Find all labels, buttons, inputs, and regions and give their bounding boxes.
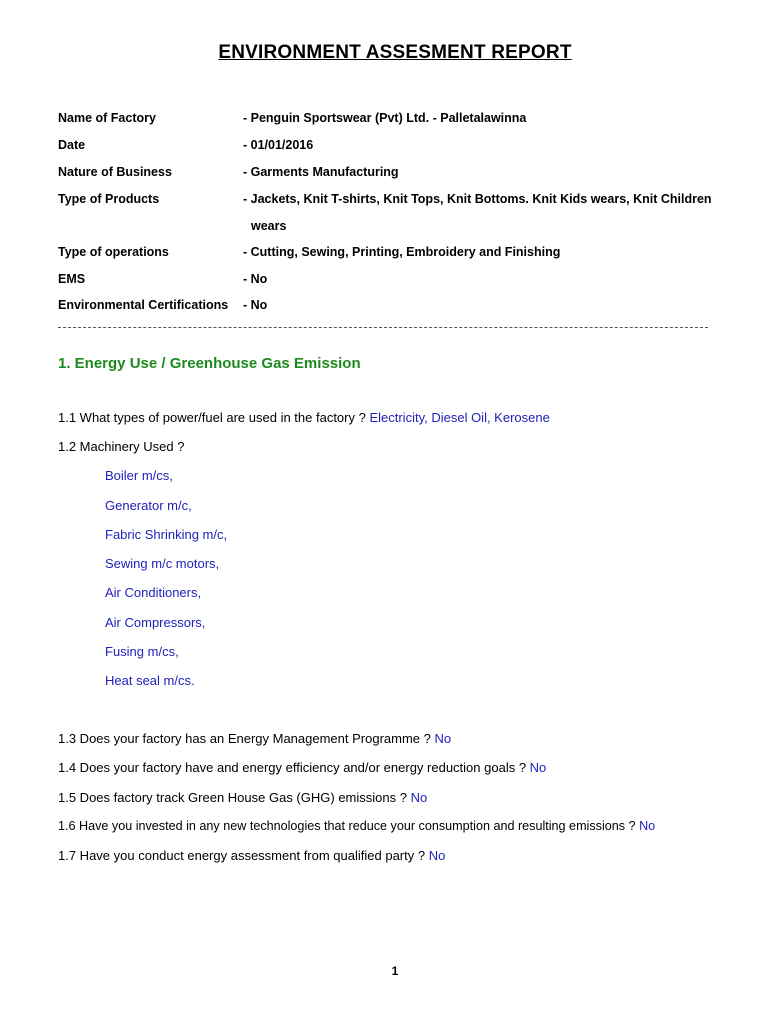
question-1-5-answer: No	[410, 790, 428, 805]
machinery-item-fabric-shrinking: Fabric Shrinking m/c,	[105, 527, 228, 542]
machinery-item-boiler: Boiler m/cs,	[105, 468, 173, 483]
report-title: ENVIRONMENT ASSESMENT REPORT	[218, 42, 572, 63]
question-1-4	[58, 760, 546, 775]
machinery-item-sewing-motors: Sewing m/c motors,	[105, 556, 220, 571]
machinery-item-air-compressors: Air Compressors,	[105, 615, 206, 630]
question-1-2-text: 1.2 Machinery Used ?	[58, 439, 185, 454]
section-1-heading: 1. Energy Use / Greenhouse Gas Emission	[58, 355, 361, 372]
question-1-5	[58, 790, 427, 805]
machinery-item-fusing: Fusing m/cs,	[105, 644, 179, 659]
question-1-6	[58, 819, 655, 833]
info-value-type-of-products: - Jackets, Knit T-shirts, Knit Tops, Knit Bottoms. Knit Kids wears, Knit Children	[243, 192, 712, 206]
info-value-environmental-certifications: - No	[243, 298, 268, 312]
question-1-6-text: 1.6 Have you invested in any new technologies that reduce your consumption and resulting emissions ?	[58, 819, 640, 833]
machinery-item-generator: Generator m/c,	[105, 498, 192, 513]
section-divider	[58, 327, 708, 328]
machinery-item-air-conditioners: Air Conditioners,	[105, 585, 202, 600]
info-value-date: - 01/01/2016	[243, 138, 314, 152]
info-label-factory-name: Name of Factory	[58, 111, 156, 125]
page-number: 1	[391, 964, 399, 978]
question-1-2	[58, 439, 184, 454]
question-1-3	[58, 731, 451, 746]
info-value-type-of-operations: - Cutting, Sewing, Printing, Embroidery and Finishing	[243, 245, 561, 259]
question-1-4-text: 1.4 Does your factory have and energy efficiency and/or energy reduction goals ?	[58, 760, 530, 775]
question-1-7-text: 1.7 Have you conduct energy assessment from qualified party ?	[58, 848, 429, 863]
question-1-3-answer: No	[434, 731, 452, 746]
info-label-ems: EMS	[58, 272, 86, 286]
info-label-type-of-products: Type of Products	[58, 192, 160, 206]
machinery-item-heat-seal: Heat seal m/cs.	[105, 673, 195, 688]
question-1-1	[58, 410, 550, 425]
question-1-7-answer: No	[428, 848, 446, 863]
info-label-type-of-operations: Type of operations	[58, 245, 169, 259]
info-value-factory-name: - Penguin Sportswear (Pvt) Ltd. - Palletalawinna	[243, 111, 527, 125]
info-value-nature-of-business: - Garments Manufacturing	[243, 165, 399, 179]
question-1-4-answer: No	[529, 760, 547, 775]
question-1-7	[58, 848, 445, 863]
info-label-environmental-certifications: Environmental Certifications	[58, 298, 229, 312]
info-value-ems: - No	[243, 272, 268, 286]
info-value-type-of-products-continuation: wears	[251, 219, 287, 233]
question-1-1-text: 1.1 What types of power/fuel are used in the factory ?	[58, 410, 370, 425]
question-1-1-answer: Electricity, Diesel Oil, Kerosene	[369, 410, 550, 425]
info-label-date: Date	[58, 138, 86, 152]
question-1-6-answer: No	[639, 819, 656, 833]
question-1-3-text: 1.3 Does your factory has an Energy Management Programme ?	[58, 731, 435, 746]
info-label-nature-of-business: Nature of Business	[58, 165, 172, 179]
question-1-5-text: 1.5 Does factory track Green House Gas (GHG) emissions ?	[58, 790, 411, 805]
